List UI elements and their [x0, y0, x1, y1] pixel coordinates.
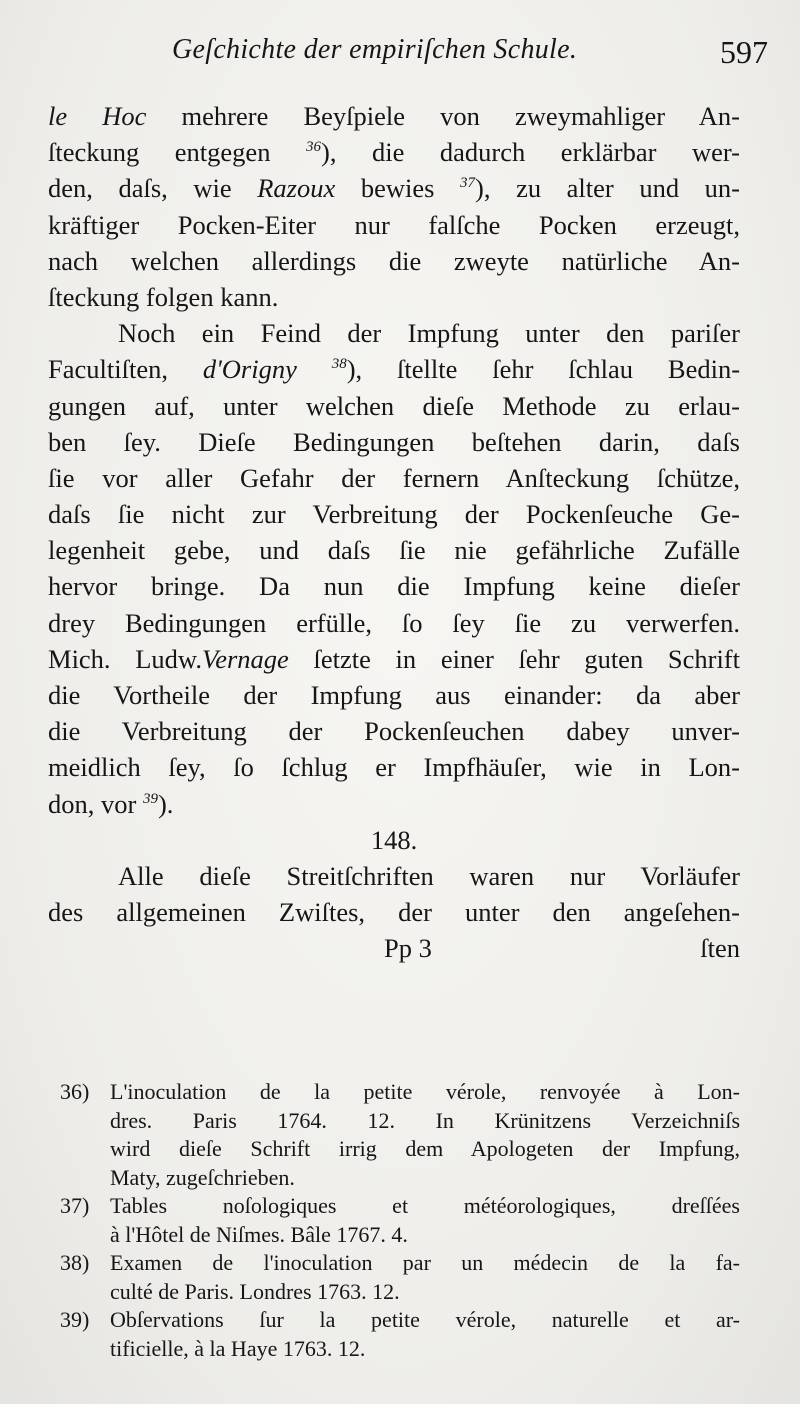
section-number: 148. — [370, 824, 418, 855]
text-line: daſs ſie nicht zur Verbreitung der Pockenſeuche Ge- — [48, 499, 740, 530]
italic-name: Razoux — [257, 173, 336, 204]
text-line — [48, 641, 740, 677]
text-line: ſteckung folgen kann. — [48, 281, 279, 312]
text-run: den, daſs, wie — [48, 173, 232, 204]
text-run: Mich. Ludw. — [48, 643, 202, 674]
text-run: bewies — [360, 173, 435, 204]
footnote-ref: 36 — [306, 139, 321, 156]
text-line — [48, 786, 740, 822]
page-header — [48, 34, 768, 74]
footnote-38 — [60, 1249, 740, 1306]
text-run: ), die dadurch erklärbar wer- — [321, 137, 740, 168]
text-line — [48, 170, 740, 206]
text-run: ), zu alter und un- — [475, 173, 740, 204]
footnote-line: Tables noſologiques et météorologiques, dreſſées — [110, 1193, 740, 1218]
text-run: ). — [157, 788, 174, 819]
text-line — [48, 351, 740, 387]
footnote-37 — [60, 1192, 740, 1249]
text-line: kräftiger Pocken-Eiter nur falſche Pocken erzeugt, — [48, 209, 740, 240]
text-run: don, vor — [48, 788, 137, 819]
footnote-line: Obſervations ſur la petite vérole, naturelle et ar- — [110, 1307, 740, 1332]
text-run: ſteckung entgegen — [48, 137, 271, 168]
footnote-line: tificielle, à la Haye 1763. 12. — [110, 1335, 366, 1361]
footnote-line: Maty, zugeſchrieben. — [110, 1164, 295, 1190]
paragraph-start-line: Alle dieſe Streitſchriften waren nur Vorläufer — [118, 860, 740, 891]
footnote-line: L'inoculation de la petite vérole, renvoyée à Lon- — [110, 1079, 740, 1104]
text-run: ſetzte in einer ſehr guten Schrift — [313, 643, 740, 674]
footnote-line: Examen de l'inoculation par un médecin de la fa- — [110, 1250, 740, 1275]
footnote-line: à l'Hôtel de Niſmes. Bâle 1767. 4. — [110, 1221, 408, 1247]
footnote-line: culté de Paris. Londres 1763. 12. — [110, 1278, 400, 1304]
text-line: drey Bedingungen erfülle, ſo ſey ſie zu verwerfen. — [48, 607, 740, 638]
signature-line — [48, 930, 740, 966]
footnote-number: 38) — [60, 1250, 90, 1275]
italic-name: le Hoc — [48, 101, 147, 131]
running-title: Geſchichte der empiriſchen Schule. — [172, 34, 578, 65]
footnote-line: wird dieſe Schrift irrig dem Apologeten der Impfung, — [110, 1136, 740, 1161]
paragraph-start-line: Noch ein Feind der Impfung unter den pariſer — [118, 318, 740, 349]
text-run: ), ſtellte ſehr ſchlau Bedin- — [346, 354, 741, 385]
text-line: gungen auf, unter welchen dieſe Methode zu erlau- — [48, 390, 740, 421]
text-run: mehrere Beyſpiele von zweymahliger An- — [181, 101, 741, 131]
footnote-ref: 37 — [460, 175, 476, 192]
footnote-number: 39) — [60, 1307, 90, 1332]
text-line — [48, 98, 740, 134]
footnote-number: 37) — [60, 1193, 90, 1218]
footnotes — [60, 1078, 740, 1363]
text-line: nach welchen allerdings die zweyte natürliche An- — [48, 245, 740, 276]
text-line: die Vortheile der Impfung aus einander: da aber — [48, 680, 740, 710]
footnote-39 — [60, 1306, 740, 1363]
footnote-line: dres. Paris 1764. 12. In Krünitzens Verzeichniſs — [110, 1107, 740, 1133]
text-line — [48, 134, 740, 170]
footnote-number: 36) — [60, 1079, 90, 1104]
text-line: ſie vor aller Gefahr der fernern Anſteckung ſchütze, — [48, 462, 740, 493]
text-line: legenheit gebe, und daſs ſie nie gefährliche Zufälle — [48, 535, 740, 566]
text-line: des allgemeinen Zwiſtes, der unter den angeſehen- — [48, 897, 740, 928]
page-number: 597 — [720, 34, 768, 70]
catchword: ſten — [700, 933, 740, 964]
signature-mark: Pp 3 — [384, 933, 432, 964]
footnote-36 — [60, 1078, 740, 1192]
main-text — [48, 98, 740, 967]
text-line: hervor bringe. Da nun die Impfung keine dieſer — [48, 571, 740, 602]
italic-name: d'Origny — [202, 354, 297, 385]
text-line: ben ſey. Dieſe Bedingungen beſtehen darin, daſs — [48, 426, 740, 457]
footnote-ref: 38 — [331, 356, 347, 373]
text-run: Facultiſten, — [48, 354, 168, 385]
italic-name: Vernage — [201, 643, 289, 674]
footnote-ref: 39 — [142, 790, 158, 807]
text-line: meidlich ſey, ſo ſchlug er Impfhäuſer, wie in Lon- — [48, 752, 740, 783]
text-line: die Verbreitung der Pockenſeuchen dabey unver- — [48, 716, 740, 747]
